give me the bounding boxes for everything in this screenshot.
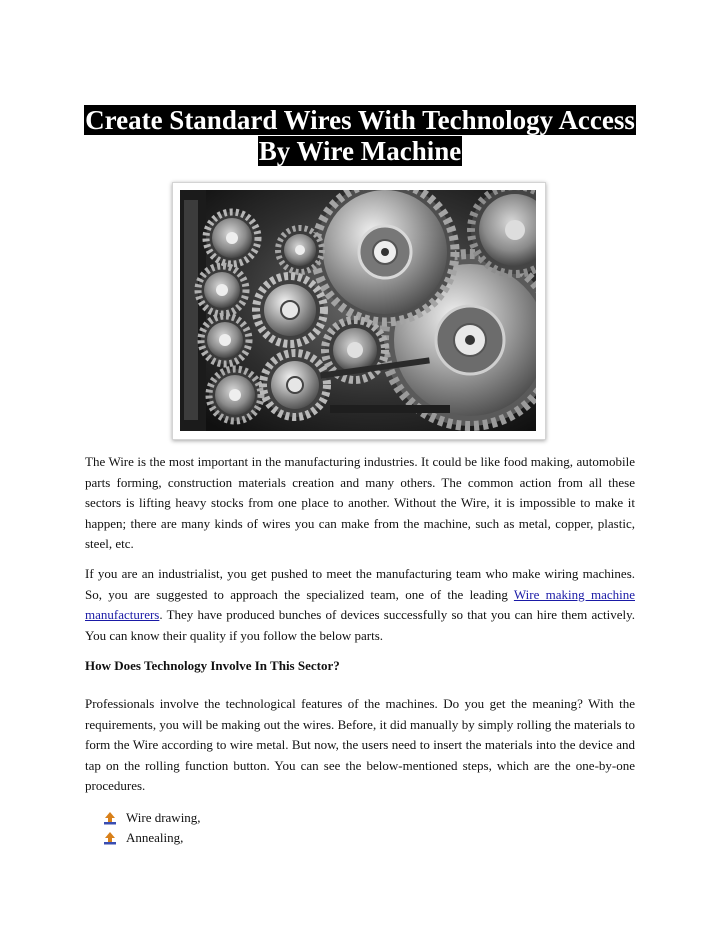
paragraph-2-text-before: If you are an industrialist, you get pushed to meet the manufacturing team who make wiring machines. So, you are suggested to approach the specialized team, one of the leading — [85, 566, 635, 602]
list-item — [103, 828, 201, 848]
title-line-2: By Wire Machine — [258, 136, 462, 166]
paragraph-2-text-after: . They have produced bunches of devices successfully so that you can hire them actively. You can know their quality if you follow the below parts. — [85, 607, 635, 643]
list-item-label: Wire drawing, — [126, 810, 201, 825]
paragraph-intro: The Wire is the most important in the manufacturing industries. It could be like food making, automobile parts forming, construction materials creation and many others. The common action from all these sectors is lifting heavy stocks from one place to another. Without the Wire, it is impossible to make it happen; there are many kinds of wires you can make from the machine, such as metal, copper, plastic, steel, etc. — [85, 454, 635, 551]
arrow-bullet-icon — [103, 831, 117, 845]
arrow-bullet-icon — [103, 811, 117, 825]
wire-making-machine-manufacturers-link[interactable]: Wire making machine manufacturers — [85, 586, 635, 622]
list-item-label: Annealing, — [126, 830, 184, 845]
title-line-1: Create Standard Wires With Technology Access — [85, 105, 635, 135]
document-title — [60, 105, 660, 167]
list-item — [103, 808, 201, 828]
paragraph-technology: Professionals involve the technological features of the machines. Do you get the meaning? With the requirements, you will be making out the wires. Before, it did manually by simply rolling the materials to form the Wire according to wire metal. But now, the users need to insert the materials into the device and tap on the rolling function button. You can see the below-mentioned steps, which are the one-by-one procedures. — [85, 696, 635, 793]
section-heading: How Does Technology Involve In This Sector? — [85, 658, 340, 673]
gears-photo — [172, 182, 546, 440]
paragraph-industrialist — [85, 564, 635, 646]
gears-photo-icon — [180, 190, 536, 431]
steps-list — [103, 808, 201, 848]
